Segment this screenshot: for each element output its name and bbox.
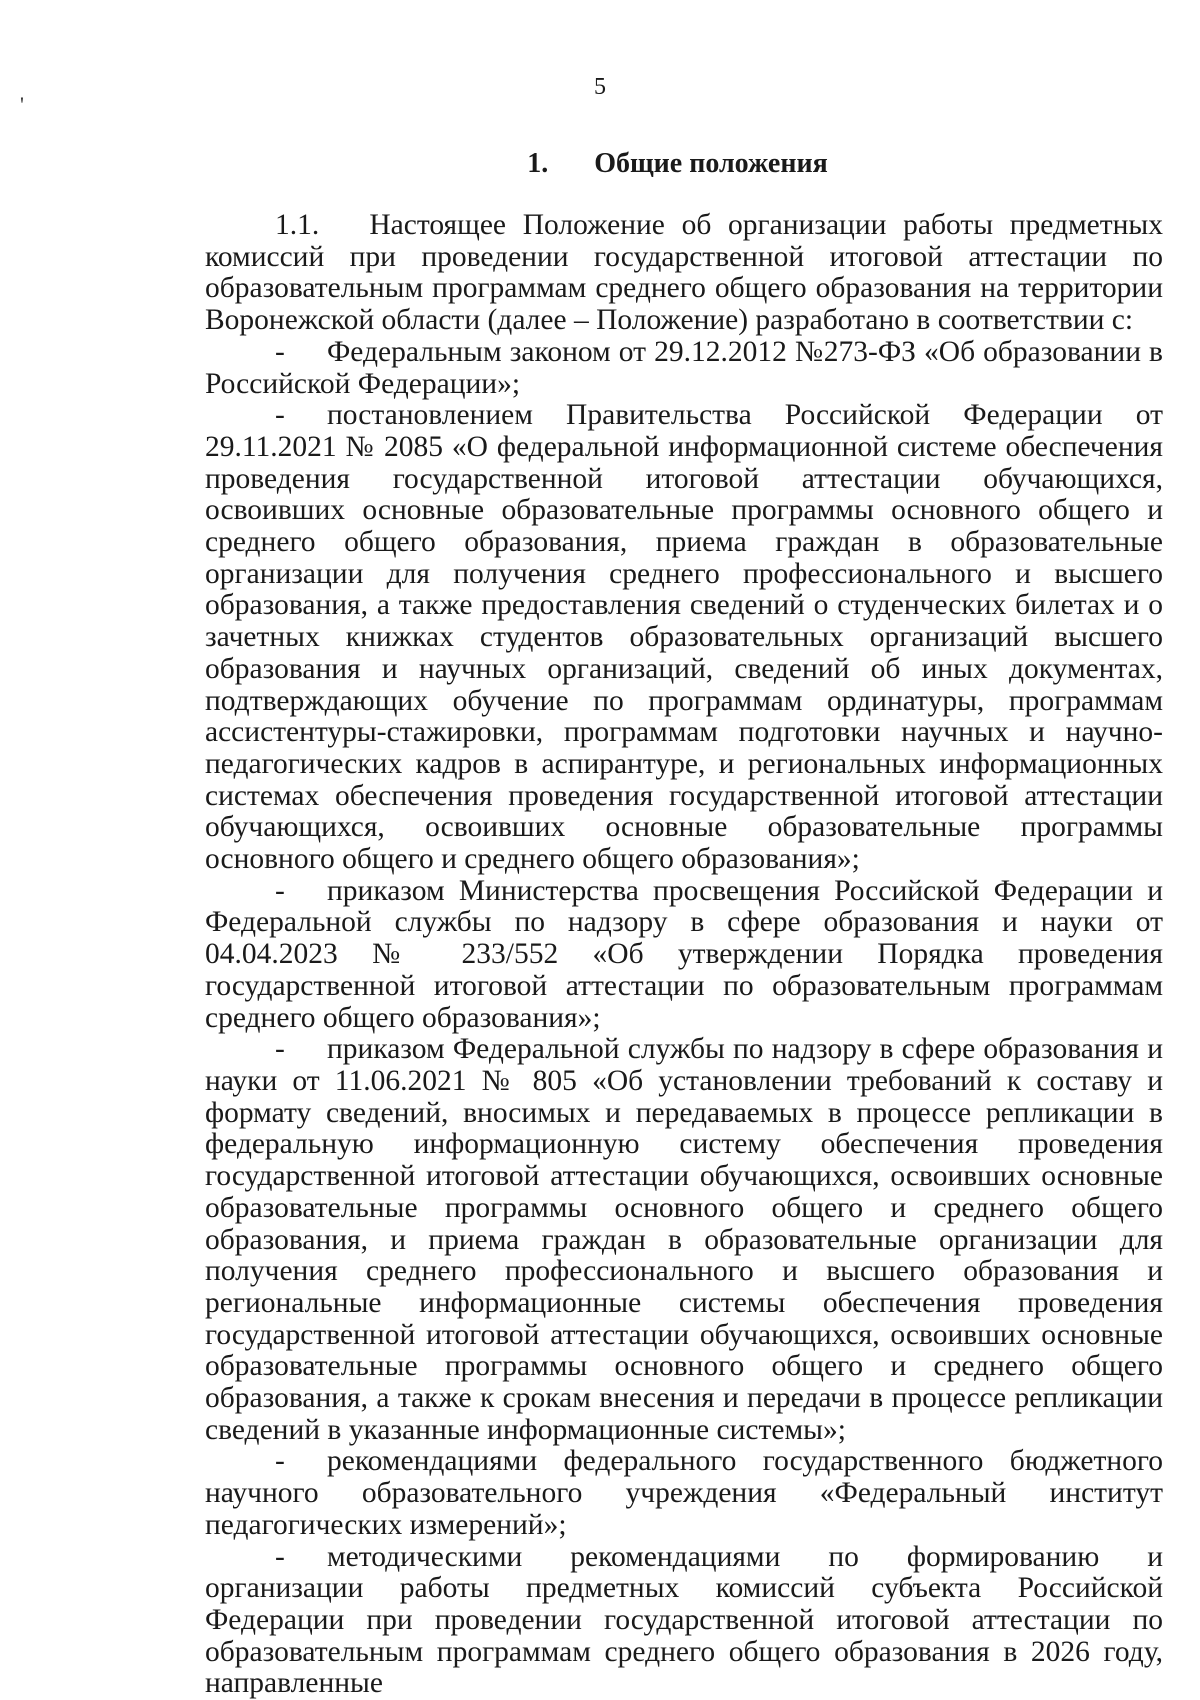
list-item — [205, 1542, 1163, 1700]
paragraph-intro — [205, 210, 1163, 337]
paragraph-text: Настоящее Положение об организации работы предметных комиссий при проведении государственной итоговой аттестации по образовательным программам среднего общего образования на территории Воронежской области (далее – Положение) разработано в соответствии с: — [205, 209, 1163, 337]
list-dash: - — [275, 874, 285, 907]
list-item — [205, 876, 1163, 1035]
section-title: Общие положения — [594, 148, 828, 179]
section-heading — [0, 148, 1200, 180]
list-item-text: рекомендациями федерального государственного бюджетного научного образовательного учреждения «Федеральный институт педагогических измерений»; — [205, 1445, 1163, 1541]
scan-artifact-mark: ' — [20, 92, 24, 117]
list-item — [205, 400, 1163, 876]
list-dash: - — [275, 1540, 285, 1573]
list-dash: - — [275, 399, 285, 432]
list-item-text: приказом Федеральной службы по надзору в сфере образования и науки от 11.06.2021 № 805 «Об установлении требований к составу и формату сведений, вносимых и передаваемых в процессе репликации в федеральную информационную систему обеспечения проведения государственной итоговой аттестации обучающихся, освоивших основные образовательные программы основного общего и среднего общего образования, и приема граждан в образовательные организации для получения среднего профессионального и высшего образования и региональные информационные системы обеспечения проведения государственной итоговой аттестации обучающихся, освоивших основные образовательные программы основного общего и среднего общего образования, а также к срокам внесения и передачи в процессе репликации сведений в указанные информационные системы»; — [205, 1033, 1163, 1446]
paragraph-number: 1.1. — [275, 209, 320, 241]
list-dash: - — [275, 1033, 285, 1066]
list-dash: - — [275, 335, 285, 368]
list-dash: - — [275, 1445, 285, 1478]
list-item-text: Федеральным законом от 29.12.2012 №273-ФЗ «Об образовании в Российской Федерации»; — [205, 335, 1163, 400]
list-item-text: приказом Министерства просвещения Российской Федерации и Федеральной службы по надзору в сфере образования и науки от 04.04.2023 № 233/552 «Об утверждении Порядка проведения государственной итоговой аттестации по образовательным программам среднего общего образования»; — [205, 874, 1163, 1034]
list-item-text: методическими рекомендациями по формированию и организации работы предметных комиссий субъекта Российской Федерации при проведении государственной итоговой аттестации по образовательным программам среднего общего образования в 2026 году, направленные — [205, 1540, 1163, 1700]
list-item — [205, 337, 1163, 400]
list-item — [205, 1034, 1163, 1446]
list-item — [205, 1446, 1163, 1541]
page-number: 5 — [594, 74, 606, 100]
section-number: 1. — [527, 148, 549, 179]
document-body — [205, 210, 1163, 1700]
list-item-text: постановлением Правительства Российской Федерации от 29.11.2021 № 2085 «О федеральной информационной системе обеспечения проведения государственной итоговой аттестации обучающихся, освоивших основные образовательные программы основного общего и среднего общего образования, приема граждан в образовательные организации для получения среднего профессионального и высшего образования, а также предоставления сведений о студенческих билетах и о зачетных книжках студентов образовательных организаций высшего образования и научных организаций, сведений об иных документах, подтверждающих обучение по программам ординатуры, программам ассистентуры-стажировки, программам подготовки научных и научно-педагогических кадров в аспирантуре, и региональных информационных системах обеспечения проведения государственной итоговой аттестации обучающихся, освоивших основные образовательные программы основного общего и среднего общего образования»; — [205, 399, 1163, 876]
